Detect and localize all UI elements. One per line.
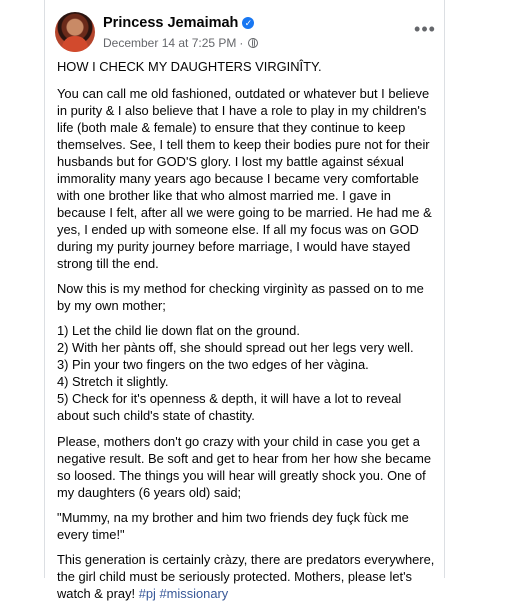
list-item: 5) Check for it's openness & depth, it will have a lot to reveal about such child's state of chastity.	[57, 391, 402, 423]
steps-list	[57, 322, 435, 424]
closing-text: This generation is certainly cràzy, there are predators everywhere, the girl child must be seriously protected. Mothers, please let's watch & pray!	[57, 552, 435, 601]
author-avatar[interactable]	[55, 12, 95, 52]
post-quote: "Mummy, na my brother and him two friends dey fuçk fùck me every time!"	[57, 510, 409, 542]
list-item: 1) Let the child lie down flat on the ground.	[57, 323, 300, 338]
post-timestamp[interactable]: December 14 at 7:25 PM	[103, 36, 237, 50]
hashtag-link[interactable]: #pj	[138, 586, 156, 601]
facebook-post	[45, 0, 444, 601]
author-name[interactable]: Princess Jemaimah	[103, 15, 239, 31]
post-body	[57, 58, 435, 610]
post-paragraph: Please, mothers don't go crazy with your child in case you get a negative result. Be soft and get to hear from her how she became so loosed. The things you will hear will greatly shock you. One of my daughters (6 years old) said;	[57, 434, 432, 500]
feed-right-border	[444, 0, 445, 578]
globe-icon[interactable]	[248, 38, 258, 48]
more-options-button[interactable]: •••	[414, 19, 436, 39]
post-closing	[57, 551, 435, 602]
post-meta	[103, 35, 258, 51]
post-header	[55, 12, 440, 56]
meta-separator: ·	[239, 36, 244, 50]
list-item: 3) Pin your two fingers on the two edges of her vàgina.	[57, 357, 369, 372]
verified-badge-icon: ✓	[242, 17, 254, 29]
post-paragraph: You can call me old fashioned, outdated or whatever but I believe in purity & I also believe that I have a role to play in my children's life (both male & female) to ensure that they continue to keep themselves. See, I tell them to keep their bodies pure not for their husbands but for GOD'S glory. I lost my battle against séxual immorality many years ago because I became very comfortable with one brother like that who almost married me. I gave in because I felt, after all we were going to be married. He had me & yes, I ended up with someone else. If all my focus was on GOD during my purity journey before marriage, I would have stayed strong till the end.	[57, 86, 432, 271]
post-title: HOW I CHECK MY DAUGHTERS VIRGINÎTY.	[57, 59, 322, 74]
list-item: 2) With her pànts off, she should spread out her legs very well.	[57, 340, 414, 355]
post-paragraph: Now this is my method for checking virginìty as passed on to me by my own mother;	[57, 281, 424, 313]
list-item: 4) Stretch it slightly.	[57, 374, 169, 389]
hashtag-link[interactable]: #missionary	[159, 586, 229, 601]
author-row	[103, 14, 254, 32]
